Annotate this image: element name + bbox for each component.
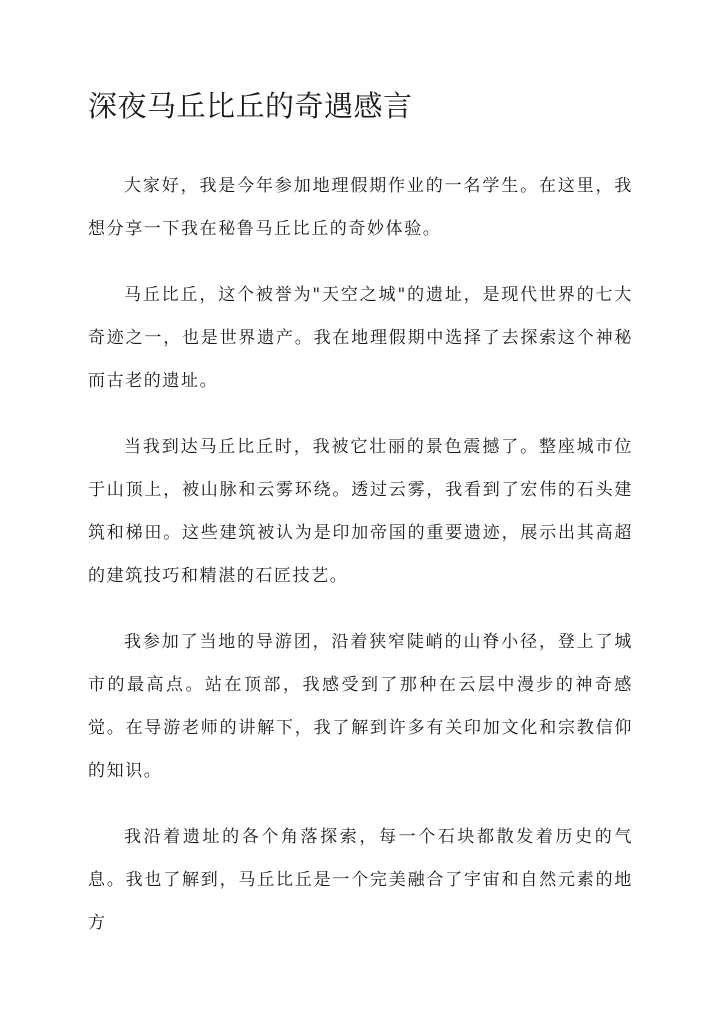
document-title: 深夜马丘比丘的奇遇感言 <box>88 89 413 123</box>
paragraph-2: 马丘比丘，这个被誉为"天空之城"的遗址，是现代世界的七大奇迹之一，也是世界遗产。我在地理假期中选择了去探索这个神秘而古老的遗址。 <box>88 285 633 391</box>
paragraph-1: 大家好，我是今年参加地理假期作业的一名学生。在这里，我想分享一下我在秘鲁马丘比丘的奇妙体验。 <box>88 176 633 239</box>
paragraph-3: 当我到达马丘比丘时，我被它壮丽的景色震撼了。整座城市位于山顶上，被山脉和云雾环绕。透过云雾，我看到了宏伟的石头建筑和梯田。这些建筑被认为是印加帝国的重要遗迹，展示出其高超的建筑技巧和精湛的石匠技艺。 <box>88 437 633 586</box>
document-body <box>88 165 633 968</box>
paragraph-4: 我参加了当地的导游团，沿着狭窄陡峭的山脊小径，登上了城市的最高点。站在顶部，我感受到了那种在云层中漫步的神奇感觉。在导游老师的讲解下，我了解到许多有关印加文化和宗教信仰的知识。 <box>88 632 633 781</box>
paragraph-5: 我沿着遗址的各个角落探索，每一个石块都散发着历史的气息。我也了解到，马丘比丘是一个完美融合了宇宙和自然元素的地方 <box>88 827 633 933</box>
